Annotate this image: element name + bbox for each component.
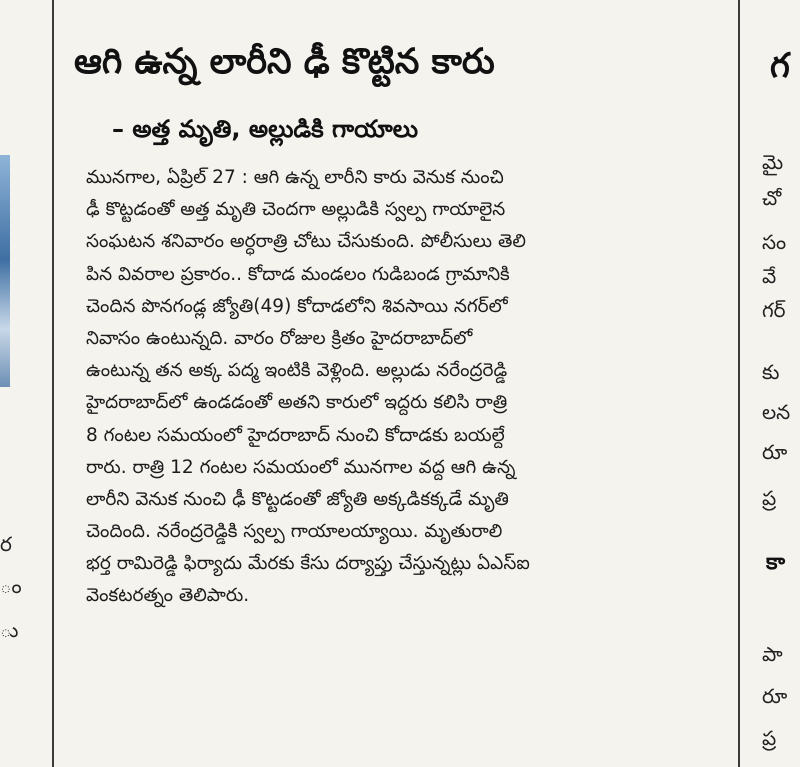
left-text-fragment: ం [0, 574, 22, 598]
right-text-fragment: కు [762, 360, 780, 384]
right-text-fragment: చో [762, 186, 782, 210]
photo-fragment [0, 155, 10, 387]
right-text-fragment: లన [762, 400, 791, 424]
body-line: లారీని వెనుక నుంచి ఢీ కొట్టడంతో జ్యోతి అక్కడికక్కడే మృతి [86, 488, 509, 510]
right-text-fragment: గర్ [762, 298, 786, 322]
right-text-fragment: ప్ర [762, 726, 777, 750]
right-text-fragment: పా [762, 642, 783, 666]
news-article [64, 0, 730, 767]
right-text-fragment: సం [762, 230, 787, 254]
left-text-fragment: ు [0, 618, 19, 642]
right-text-fragment: ప్ర [762, 486, 777, 510]
article-subheadline: – అత్త మృతి, అల్లుడికి గాయాలు [112, 115, 419, 143]
body-line: నివాసం ఉంటున్నది. వారం రోజుల క్రితం హైదరాబాద్‌లో [86, 327, 473, 349]
left-column-fragment [0, 0, 50, 767]
body-line: భర్త రామిరెడ్డి ఫిర్యాదు మేరకు కేసు దర్యాప్తు చేస్తున్నట్లు ఏఎస్ఐ [86, 553, 530, 575]
right-headline-fragment: గ [770, 46, 790, 86]
right-column-fragment [742, 0, 800, 767]
body-line: ఉంటున్న తన అక్క పద్మ ఇంటికి వెళ్లింది. అల్లుడు నరేంద్రరెడ్డి [86, 360, 508, 382]
article-body [86, 162, 726, 613]
right-subhead-fragment: కా [766, 550, 786, 575]
right-text-fragment: రూ [762, 684, 788, 708]
column-divider-right [738, 0, 740, 767]
body-line: హైదరాబాద్‌లో ఉండడంతో అతని కారులో ఇద్దరు కలిసి రాత్రి [86, 392, 508, 414]
right-text-fragment: మై [762, 150, 784, 174]
left-text-fragment: ర [0, 532, 12, 556]
body-line: మునగాల, ఏప్రిల్ 27 : ఆగి ఉన్న లారీని కారు వెనుక నుంచి [86, 167, 504, 188]
body-line: చెందిన పొనగండ్ల జ్యోతి(49) కోదాడలోని శివసాయి నగర్‌లో [86, 295, 508, 317]
body-line: సంఘటన శనివారం అర్ధరాత్రి చోటు చేసుకుంది. పోలీసులు తెలి [86, 231, 526, 253]
right-text-fragment: రూ [762, 440, 788, 464]
body-line: 8 గంటల సమయంలో హైదరాబాద్ నుంచి కోదాడకు బయల్దే [86, 424, 505, 446]
right-text-fragment: వే [762, 264, 777, 288]
body-line: చెందింది. నరేంద్రరెడ్డికి స్వల్ప గాయాలయ్యాయి. మృతురాలి [86, 521, 503, 543]
body-line: ఢీ కొట్టడంతో అత్త మృతి చెందగా అల్లుడికి స్వల్ప గాయాలైన [86, 199, 506, 221]
body-line: రారు. రాత్రి 12 గంటల సమయంలో మునగాల వద్ద ఆగి ఉన్న [86, 456, 516, 478]
body-line: వెంకటరత్నం తెలిపారు. [86, 585, 250, 607]
column-divider-left [52, 0, 54, 767]
body-line: పిన వివరాల ప్రకారం.. కోదాడ మండలం గుడిబండ గ్రామానికి [86, 263, 510, 285]
article-headline: ఆగి ఉన్న లారీని ఢీ కొట్టిన కారు [74, 42, 495, 82]
